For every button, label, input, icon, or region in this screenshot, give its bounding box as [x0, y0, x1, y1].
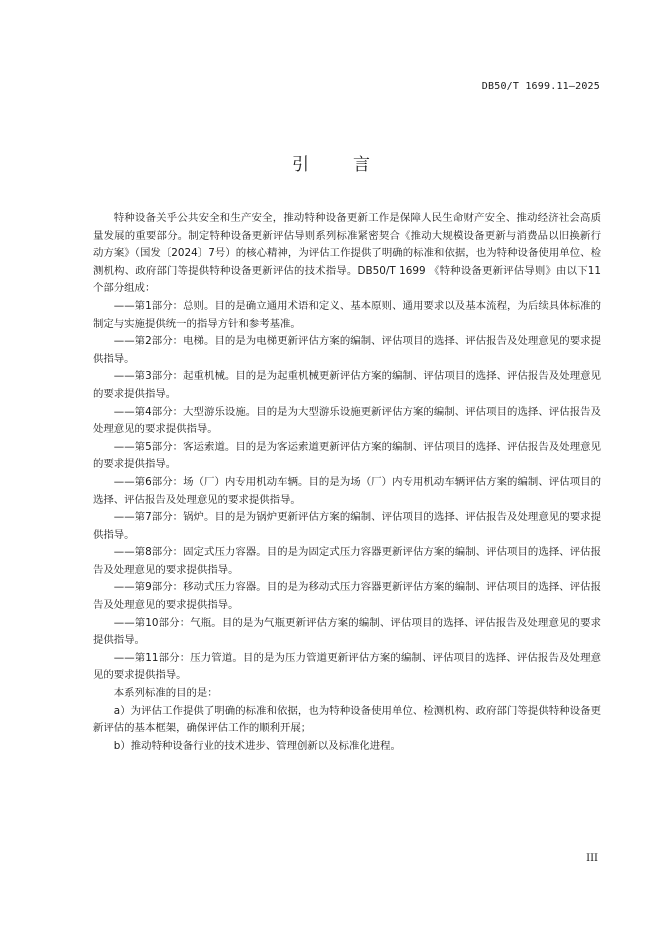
part-11-item: ——第11部分：压力管道。目的是为压力管道更新评估方案的编制、评估项目的选择、评估报告及处理意见的要求提供指导。 — [93, 651, 601, 682]
page-title: 引言 — [292, 155, 414, 175]
part-2-item: ——第2部分：电梯。目的是为电梯更新评估方案的编制、评估项目的选择、评估报告及处理意见的要求提供指导。 — [93, 335, 601, 365]
part-4-item: ——第4部分：大型游乐设施。目的是为大型游乐设施更新评估方案的编制、评估项目的选择、评估报告及处理意见的要求提供指导。 — [93, 405, 601, 436]
part-7-item: ——第7部分：锅炉。目的是为锅炉更新评估方案的编制、评估项目的选择、评估报告及处理意见的要求提供指导。 — [93, 511, 601, 541]
part-5-item: ——第5部分：客运索道。目的是为客运索道更新评估方案的编制、评估项目的选择、评估报告及处理意见的要求提供指导。 — [93, 440, 601, 471]
intro-paragraph: 特种设备关乎公共安全和生产安全，推动特种设备更新工作是保障人民生命财产安全、推动经济社会高质量发展的重要部分。制定特种设备更新评估导则系列标准紧密契合《推动大规模设备更新与消费品以旧换新行动方案》（国发〔2024〕7号）的核心精神，为评估工作提供了明确的标准和依据，也为特种设备使用单位、检测机构、政府部门等提供特种设备更新评估的技术指导。DB50/T 1699 《特种设备更新评估导则》由以下11个部分组成： — [93, 212, 601, 295]
part-8-item: ——第8部分：固定式压力容器。目的是为固定式压力容器更新评估方案的编制、评估项目的选择、评估报告及处理意见的要求提供指导。 — [93, 546, 601, 576]
part-6-item: ——第6部分：场（厂）内专用机动车辆。目的是为场（厂）内专用机动车辆评估方案的编制、评估项目的选择、评估报告及处理意见的要求提供指导。 — [93, 475, 601, 506]
part-1-item: ——第1部分：总则。目的是确立通用术语和定义、基本原则、通用要求以及基本流程，为后续具体标准的制定与实施提供统一的指导方针和参考基准。 — [93, 299, 601, 330]
part-3-item: ——第3部分：起重机械。目的是为起重机械更新评估方案的编制、评估项目的选择、评估报告及处理意见的要求提供指导。 — [93, 370, 601, 400]
purpose-item-a: a）为评估工作提供了明确的标准和依据，也为特种设备使用单位、检测机构、政府部门等提供特种设备更新评估的基本框架，确保评估工作的顺利开展； — [93, 704, 601, 735]
part-10-item: ——第10部分：气瓶。目的是为气瓶更新评估方案的编制、评估项目的选择、评估报告及处理意见的要求提供指导。 — [93, 616, 601, 647]
purpose-heading: 本系列标准的目的是： — [113, 687, 218, 700]
introduction-body — [93, 210, 601, 755]
purpose-item-b: b）推动特种设备行业的技术进步、管理创新以及标准化进程。 — [113, 739, 401, 752]
document-code: DB50/T 1699.11—2025 — [481, 81, 600, 92]
part-9-item: ——第9部分：移动式压力容器。目的是为移动式压力容器更新评估方案的编制、评估项目的选择、评估报告及处理意见的要求提供指导。 — [93, 581, 601, 612]
page-number: III — [586, 853, 598, 864]
